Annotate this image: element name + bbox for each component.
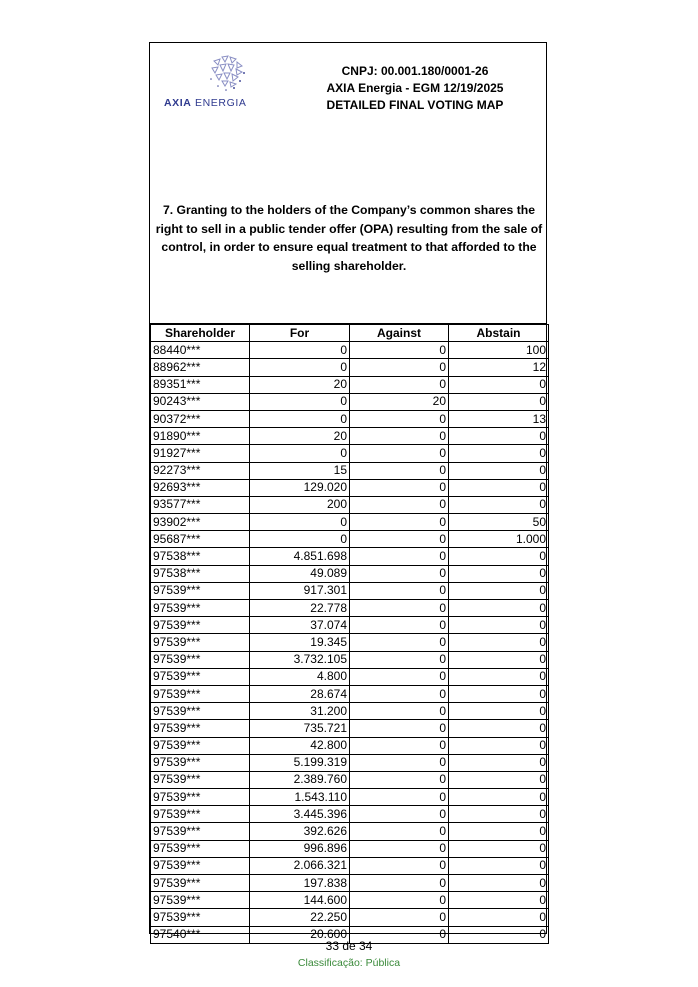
for-cell: 19.345 [250, 634, 350, 651]
against-cell: 0 [350, 703, 449, 720]
against-cell: 0 [350, 737, 449, 754]
shareholder-cell: 97539*** [151, 789, 250, 806]
document-page [149, 42, 547, 942]
table-row [151, 789, 549, 806]
against-cell: 0 [350, 617, 449, 634]
for-cell: 22.778 [250, 600, 350, 617]
voting-table [150, 324, 549, 944]
abstain-cell: 0 [449, 479, 549, 496]
abstain-cell: 50 [449, 514, 549, 531]
against-cell: 0 [350, 342, 449, 359]
abstain-cell: 0 [449, 393, 549, 410]
for-cell: 20.600 [250, 926, 350, 943]
shareholder-cell: 97538*** [151, 548, 250, 565]
against-cell: 0 [350, 428, 449, 445]
table-row [151, 479, 549, 496]
company-logo [164, 51, 256, 113]
against-cell: 0 [350, 548, 449, 565]
for-cell: 15 [250, 462, 350, 479]
abstain-cell: 0 [449, 496, 549, 513]
shareholder-cell: 97539*** [151, 754, 250, 771]
table-row [151, 582, 549, 599]
for-cell: 42.800 [250, 737, 350, 754]
abstain-cell: 0 [449, 685, 549, 702]
for-cell: 0 [250, 342, 350, 359]
table-row [151, 445, 549, 462]
table-row [151, 892, 549, 909]
for-cell: 37.074 [250, 617, 350, 634]
shareholder-cell: 97539*** [151, 600, 250, 617]
for-cell: 200 [250, 496, 350, 513]
shareholder-cell: 97539*** [151, 840, 250, 857]
shareholder-cell: 92693*** [151, 479, 250, 496]
for-cell: 49.089 [250, 565, 350, 582]
table-header-row [151, 325, 549, 342]
against-cell: 0 [350, 823, 449, 840]
abstain-cell: 0 [449, 428, 549, 445]
for-cell: 3.732.105 [250, 651, 350, 668]
abstain-cell: 0 [449, 771, 549, 788]
shareholder-cell: 97539*** [151, 875, 250, 892]
abstain-cell: 13 [449, 410, 549, 427]
for-cell: 4.851.698 [250, 548, 350, 565]
abstain-cell: 0 [449, 789, 549, 806]
table-row [151, 342, 549, 359]
abstain-cell: 1.000 [449, 531, 549, 548]
table-row [151, 720, 549, 737]
against-cell: 0 [350, 651, 449, 668]
table-row [151, 668, 549, 685]
shareholder-cell: 97539*** [151, 909, 250, 926]
for-cell: 144.600 [250, 892, 350, 909]
against-cell: 0 [350, 806, 449, 823]
abstain-cell: 0 [449, 909, 549, 926]
table-row [151, 857, 549, 874]
for-cell: 197.838 [250, 875, 350, 892]
column-header-shareholder: Shareholder [151, 325, 250, 342]
table-body [151, 342, 549, 944]
for-cell: 0 [250, 393, 350, 410]
table-row [151, 600, 549, 617]
against-cell: 0 [350, 668, 449, 685]
table-row [151, 359, 549, 376]
against-cell: 0 [350, 720, 449, 737]
abstain-cell: 0 [449, 445, 549, 462]
shareholder-cell: 93902*** [151, 514, 250, 531]
for-cell: 2.389.760 [250, 771, 350, 788]
against-cell: 0 [350, 479, 449, 496]
abstain-cell: 0 [449, 617, 549, 634]
shareholder-cell: 97538*** [151, 565, 250, 582]
against-cell: 0 [350, 771, 449, 788]
shareholder-cell: 97539*** [151, 685, 250, 702]
table-row [151, 703, 549, 720]
abstain-cell: 0 [449, 548, 549, 565]
against-cell: 0 [350, 685, 449, 702]
against-cell: 0 [350, 926, 449, 943]
column-header-abstain: Abstain [449, 325, 549, 342]
table-row [151, 376, 549, 393]
shareholder-cell: 91927*** [151, 445, 250, 462]
against-cell: 0 [350, 445, 449, 462]
shareholder-cell: 88440*** [151, 342, 250, 359]
abstain-cell: 0 [449, 634, 549, 651]
table-row [151, 462, 549, 479]
abstain-cell: 0 [449, 875, 549, 892]
table-row [151, 531, 549, 548]
for-cell: 129.020 [250, 479, 350, 496]
for-cell: 0 [250, 531, 350, 548]
table-row [151, 840, 549, 857]
table-row [151, 617, 549, 634]
shareholder-cell: 90243*** [151, 393, 250, 410]
against-cell: 0 [350, 359, 449, 376]
classification-label: Classificação: Pública [297, 957, 401, 969]
abstain-cell: 0 [449, 376, 549, 393]
for-cell: 20 [250, 376, 350, 393]
document-title: DETAILED FINAL VOTING MAP [326, 98, 504, 112]
abstain-cell: 0 [449, 720, 549, 737]
table-row [151, 875, 549, 892]
table-row [151, 806, 549, 823]
against-cell: 0 [350, 531, 449, 548]
logo-wordmark: AXIA ENERGIA [164, 97, 247, 109]
globe-logo-icon [206, 53, 248, 93]
against-cell: 0 [350, 754, 449, 771]
table-row [151, 496, 549, 513]
for-cell: 917.301 [250, 582, 350, 599]
document-meta [300, 63, 530, 114]
table-row [151, 548, 549, 565]
against-cell: 20 [350, 393, 449, 410]
page-number: 33 de 34 [325, 939, 373, 953]
abstain-cell: 0 [449, 754, 549, 771]
table-row [151, 754, 549, 771]
column-header-for: For [250, 325, 350, 342]
shareholder-cell: 97539*** [151, 823, 250, 840]
against-cell: 0 [350, 600, 449, 617]
abstain-cell: 0 [449, 462, 549, 479]
document-header [150, 43, 546, 324]
abstain-cell: 0 [449, 651, 549, 668]
table-row [151, 634, 549, 651]
table-row [151, 909, 549, 926]
against-cell: 0 [350, 582, 449, 599]
shareholder-cell: 97540*** [151, 926, 250, 943]
abstain-cell: 0 [449, 737, 549, 754]
abstain-cell: 0 [449, 582, 549, 599]
for-cell: 20 [250, 428, 350, 445]
for-cell: 31.200 [250, 703, 350, 720]
against-cell: 0 [350, 496, 449, 513]
abstain-cell: 0 [449, 668, 549, 685]
against-cell: 0 [350, 892, 449, 909]
shareholder-cell: 97539*** [151, 703, 250, 720]
for-cell: 0 [250, 410, 350, 427]
for-cell: 0 [250, 445, 350, 462]
shareholder-cell: 97539*** [151, 737, 250, 754]
against-cell: 0 [350, 840, 449, 857]
table-row [151, 514, 549, 531]
for-cell: 22.250 [250, 909, 350, 926]
table-row [151, 393, 549, 410]
table-row [151, 410, 549, 427]
shareholder-cell: 90372*** [151, 410, 250, 427]
table-row [151, 651, 549, 668]
cnpj-label: CNPJ: 00.001.180/0001-26 [341, 64, 489, 78]
against-cell: 0 [350, 857, 449, 874]
against-cell: 0 [350, 875, 449, 892]
for-cell: 2.066.321 [250, 857, 350, 874]
abstain-cell: 0 [449, 892, 549, 909]
shareholder-cell: 97539*** [151, 857, 250, 874]
table-row [151, 823, 549, 840]
table-row [151, 428, 549, 445]
abstain-cell: 0 [449, 857, 549, 874]
shareholder-cell: 97539*** [151, 668, 250, 685]
shareholder-cell: 97539*** [151, 634, 250, 651]
agenda-item-text: 7. Granting to the holders of the Company’s common shares the right to sell in a public tender offer (OPA) resulting from the sale of control, in order to ensure equal treatment to that afforded to the selling shareholder. [155, 203, 543, 273]
abstain-cell: 0 [449, 823, 549, 840]
abstain-cell: 0 [449, 600, 549, 617]
abstain-cell: 100 [449, 342, 549, 359]
shareholder-cell: 97539*** [151, 806, 250, 823]
against-cell: 0 [350, 376, 449, 393]
abstain-cell: 12 [449, 359, 549, 376]
against-cell: 0 [350, 634, 449, 651]
shareholder-cell: 92273*** [151, 462, 250, 479]
for-cell: 392.626 [250, 823, 350, 840]
against-cell: 0 [350, 565, 449, 582]
table-row [151, 737, 549, 754]
abstain-cell: 0 [449, 565, 549, 582]
shareholder-cell: 97539*** [151, 892, 250, 909]
for-cell: 0 [250, 514, 350, 531]
shareholder-cell: 97539*** [151, 771, 250, 788]
against-cell: 0 [350, 410, 449, 427]
abstain-cell: 0 [449, 703, 549, 720]
abstain-cell: 0 [449, 926, 549, 943]
table-row [151, 771, 549, 788]
for-cell: 735.721 [250, 720, 350, 737]
column-header-against: Against [350, 325, 449, 342]
for-cell: 3.445.396 [250, 806, 350, 823]
for-cell: 4.800 [250, 668, 350, 685]
meeting-label: AXIA Energia - EGM 12/19/2025 [326, 81, 504, 95]
abstain-cell: 0 [449, 840, 549, 857]
shareholder-cell: 91890*** [151, 428, 250, 445]
shareholder-cell: 97539*** [151, 720, 250, 737]
shareholder-cell: 88962*** [151, 359, 250, 376]
for-cell: 5.199.319 [250, 754, 350, 771]
shareholder-cell: 97539*** [151, 651, 250, 668]
against-cell: 0 [350, 462, 449, 479]
shareholder-cell: 95687*** [151, 531, 250, 548]
against-cell: 0 [350, 909, 449, 926]
abstain-cell: 0 [449, 806, 549, 823]
shareholder-cell: 89351*** [151, 376, 250, 393]
table-row [151, 685, 549, 702]
against-cell: 0 [350, 789, 449, 806]
against-cell: 0 [350, 514, 449, 531]
for-cell: 1.543.110 [250, 789, 350, 806]
table-row [151, 565, 549, 582]
for-cell: 0 [250, 359, 350, 376]
for-cell: 996.896 [250, 840, 350, 857]
for-cell: 28.674 [250, 685, 350, 702]
shareholder-cell: 93577*** [151, 496, 250, 513]
shareholder-cell: 97539*** [151, 617, 250, 634]
shareholder-cell: 97539*** [151, 582, 250, 599]
